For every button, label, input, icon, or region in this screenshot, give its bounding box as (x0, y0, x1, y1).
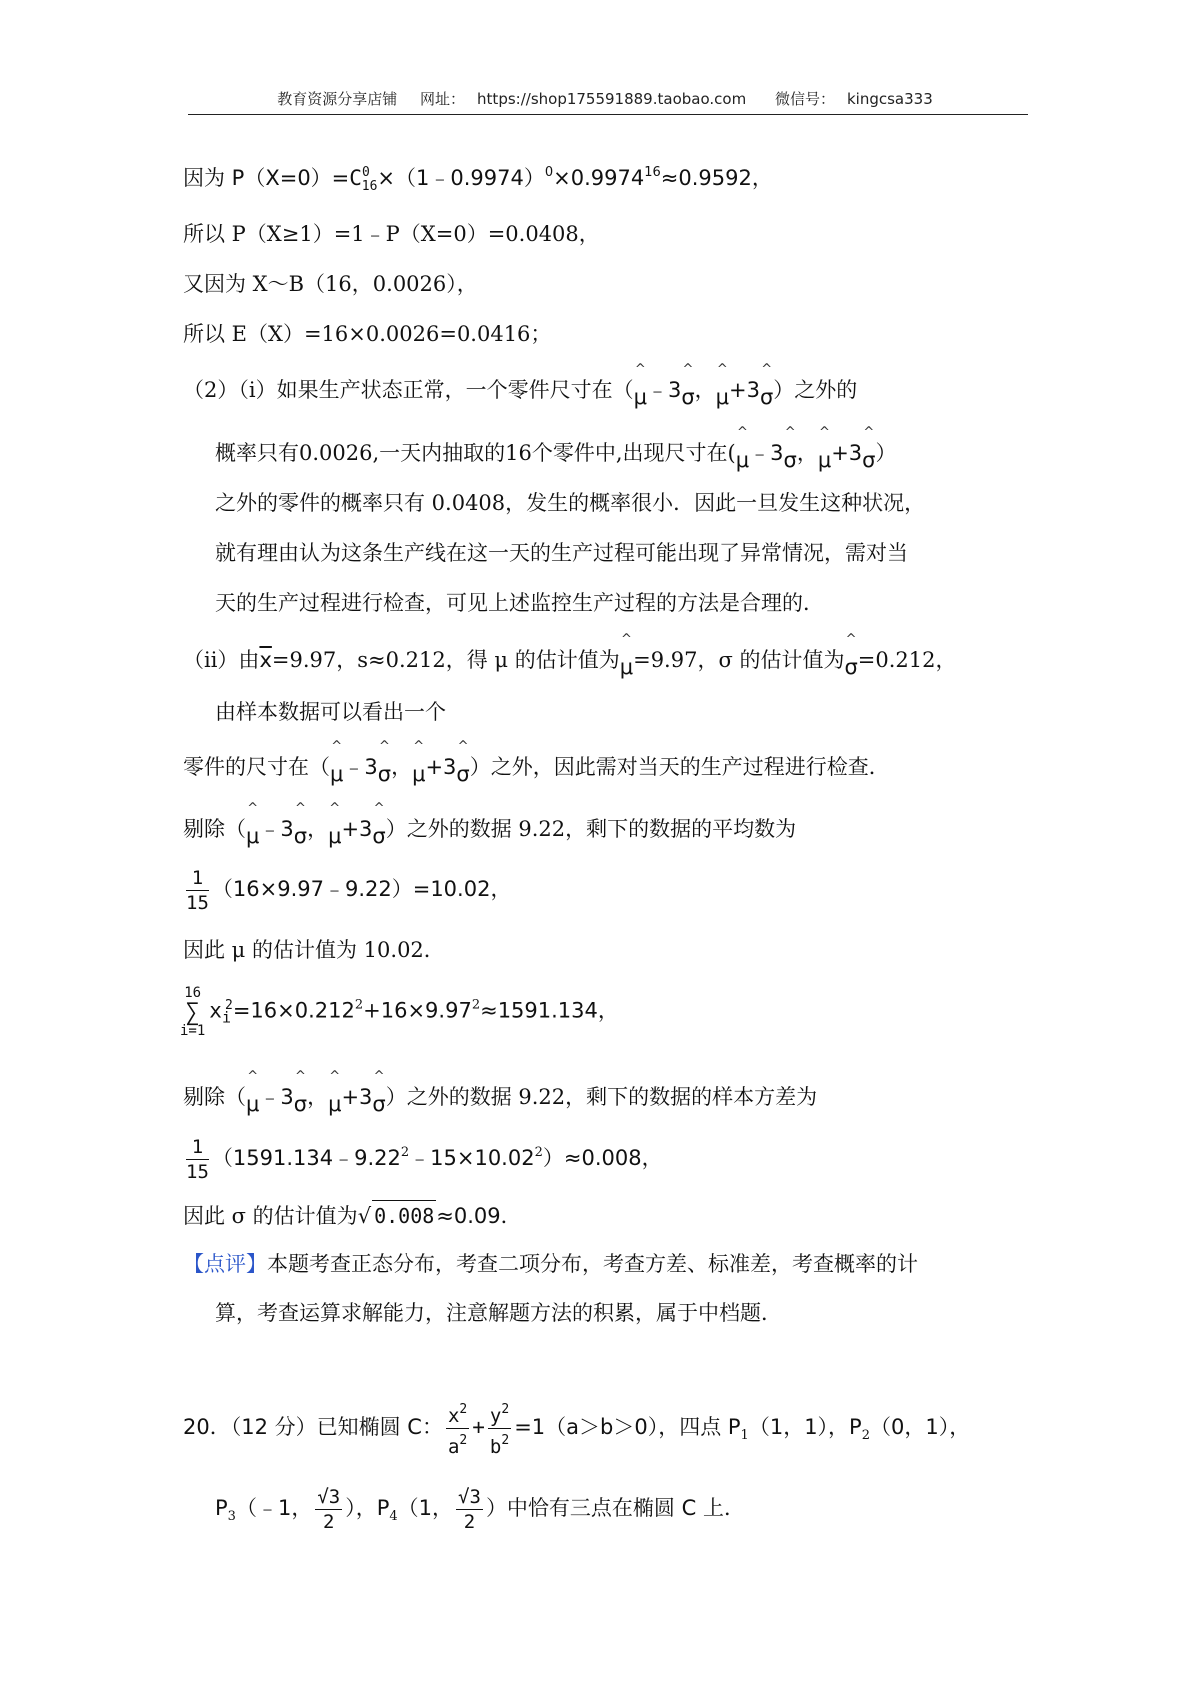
url-label: 网址： (420, 90, 466, 108)
sigma-hat: ^ σ (372, 814, 385, 844)
text-segment: ×0.9974 (553, 166, 645, 190)
shop-url: https://shop175591889.taobao.com (477, 90, 747, 108)
sqrt-radicand: 0.008 (372, 1200, 436, 1231)
line-mean-calc: $\frac{1}{15}$ （16×9.97﹣9.22）=10.02， (186, 867, 512, 914)
mu-hat: ^ μ (716, 375, 729, 405)
fraction-x2-a2: $\frac{x^2}{a^2}$ (446, 1398, 469, 1459)
fraction-sqrt3-2: $\frac{√3}{2}$ (458, 1486, 481, 1533)
sigma-hat: ^ σ (378, 752, 391, 782)
line-probability-interval: 概率只有0.0026,一天内抽取的16个零件中,出现尺寸在(^ μ﹣3^ σ，^ μ+3^ σ） (215, 438, 896, 468)
x-bar: $\overline{x}$ (259, 648, 272, 672)
page-header (188, 84, 1028, 115)
line-p-x-ge-1: 所以 P（X≥1）=1﹣P（X=0）=0.0408， (183, 222, 600, 246)
sigma-hat: ^ σ (784, 438, 797, 468)
mu-hat: ^ μ (328, 814, 341, 844)
line-part2-ii: （ⅱ）由$\overline{x}=9.97$，s≈0.212，得 μ 的估计值为^ μ=9.97，σ 的估计值为^ σ=0.212， (183, 645, 957, 675)
text-segment: ≈0.9592， (660, 166, 773, 190)
combination-symbol: $C^0_{16}$ (349, 165, 378, 194)
fraction: $\frac{1}{15}$ (186, 867, 209, 914)
sigma-hat: ^ σ (844, 645, 857, 675)
sigma-hat: ^ σ (760, 375, 773, 405)
comment-tag: 【点评】 (183, 1252, 267, 1276)
sigma-hat: ^ σ (862, 438, 875, 468)
question-20-line-2: $P_3(﹣1$， $\frac{√3}{2}$ ），$P_4(1$， $\frac{√3}{2}$ ）中恰有三点在椭圆 C 上． (215, 1486, 745, 1533)
shop-name: 教育资源分享店铺 (277, 90, 398, 108)
sigma-hat: ^ σ (294, 1082, 307, 1112)
summation: 16 ∑ i=1 (180, 985, 206, 1039)
fraction-sqrt3-2: $\frac{√3}{2}$ (317, 1486, 341, 1533)
line-reasoning-3: 天的生产过程进行检查，可见上述监控生产过程的方法是合理的． (215, 591, 824, 615)
line-sum-squares: 16 ∑ $i=1x_i^2=16\times 0.212^2+16\times 9.97^2\approx 1591.134$， (180, 985, 619, 1039)
line-remove-variance: 剔除（^ μ﹣3^ σ，^ μ+3^ σ）之外的数据 9.22，剩下的数据的样本方差为 (183, 1082, 817, 1112)
exponent: 16 (644, 165, 661, 180)
line-reasoning-1: 之外的零件的概率只有 0.0408，发生的概率很小．因此一旦发生这种状况， (215, 491, 926, 515)
mu-hat: ^ μ (736, 438, 749, 468)
sigma-hat: ^ σ (456, 752, 469, 782)
line-remove-mean: 剔除（^ μ﹣3^ σ，^ μ+3^ σ）之外的数据 9.22，剩下的数据的平均数为 (183, 814, 796, 844)
text-segment: 因为 P（X=0）= (183, 166, 350, 190)
fraction-y2-b2: $\frac{y^2}{b^2}$ (488, 1398, 511, 1459)
wechat-id: kingcsa333 (846, 90, 933, 108)
sqrt-sign: √ (357, 1204, 372, 1228)
sigma-hat: ^ σ (294, 814, 307, 844)
mu-hat: ^ μ (246, 814, 259, 844)
line-variance-calc: $\frac{1}{15}$ $(1591.134﹣9.22^2﹣15\times 10.02^2)\approx 0.008$， (186, 1136, 663, 1183)
line-sigma-estimate: 因此 σ 的估计值为√ 0.008≈0.09． (183, 1200, 522, 1231)
mu-hat: ^ μ (634, 375, 647, 405)
line-reasoning-2: 就有理由认为这条生产线在这一天的生产过程可能出现了异常情况，需对当 (215, 541, 908, 565)
comment-line-2: 算，考查运算求解能力，注意解题方法的积累，属于中档题． (215, 1301, 782, 1325)
line-outlier: 零件的尺寸在（^ μ﹣3^ σ，^ μ+3^ σ）之外，因此需对当天的生产过程进行检查． (183, 752, 890, 782)
sigma-hat: ^ σ (372, 1082, 385, 1112)
mu-hat: ^ μ (620, 645, 633, 675)
line-part2-i: （2）（ⅰ）如果生产状态正常，一个零件尺寸在（^ μ﹣3^ σ，^ μ+3^ σ）之外的 (183, 375, 857, 405)
mu-hat: ^ μ (412, 752, 425, 782)
line-x-binomial: 又因为 X～B（16，0.0026）， (183, 272, 478, 296)
mu-hat: ^ μ (246, 1082, 259, 1112)
mu-hat: ^ μ (330, 752, 343, 782)
mu-hat: ^ μ (328, 1082, 341, 1112)
line-mu-estimate: 因此 μ 的估计值为 10.02． (183, 938, 445, 962)
text-segment: ×（1﹣0.9974） (377, 166, 545, 190)
exponent: 0 (544, 165, 554, 180)
line-sample-data: 由样本数据可以看出一个 (215, 700, 446, 724)
question-20-line-1: 20．（12 分）已知椭圆 C： $\frac{x^2}{a^2}$ + $\frac{y^2}{b^2}$ =1（a＞b＞0），四点 $P_1(1$，1），$P_2(0$，1）， (183, 1398, 970, 1459)
fraction: $\frac{1}{15}$ (186, 1136, 209, 1183)
comment-line-1: 【点评】本题考查正态分布，考查二项分布，考查方差、标准差，考查概率的计 (183, 1252, 918, 1276)
line-p-x0 (183, 158, 773, 202)
line-expectation: 所以 E（X）=16×0.0026=0.0416； (183, 322, 552, 346)
sigma-hat: ^ σ (681, 375, 694, 405)
wechat-label: 微信号： (774, 90, 835, 108)
mu-hat: ^ μ (818, 438, 831, 468)
